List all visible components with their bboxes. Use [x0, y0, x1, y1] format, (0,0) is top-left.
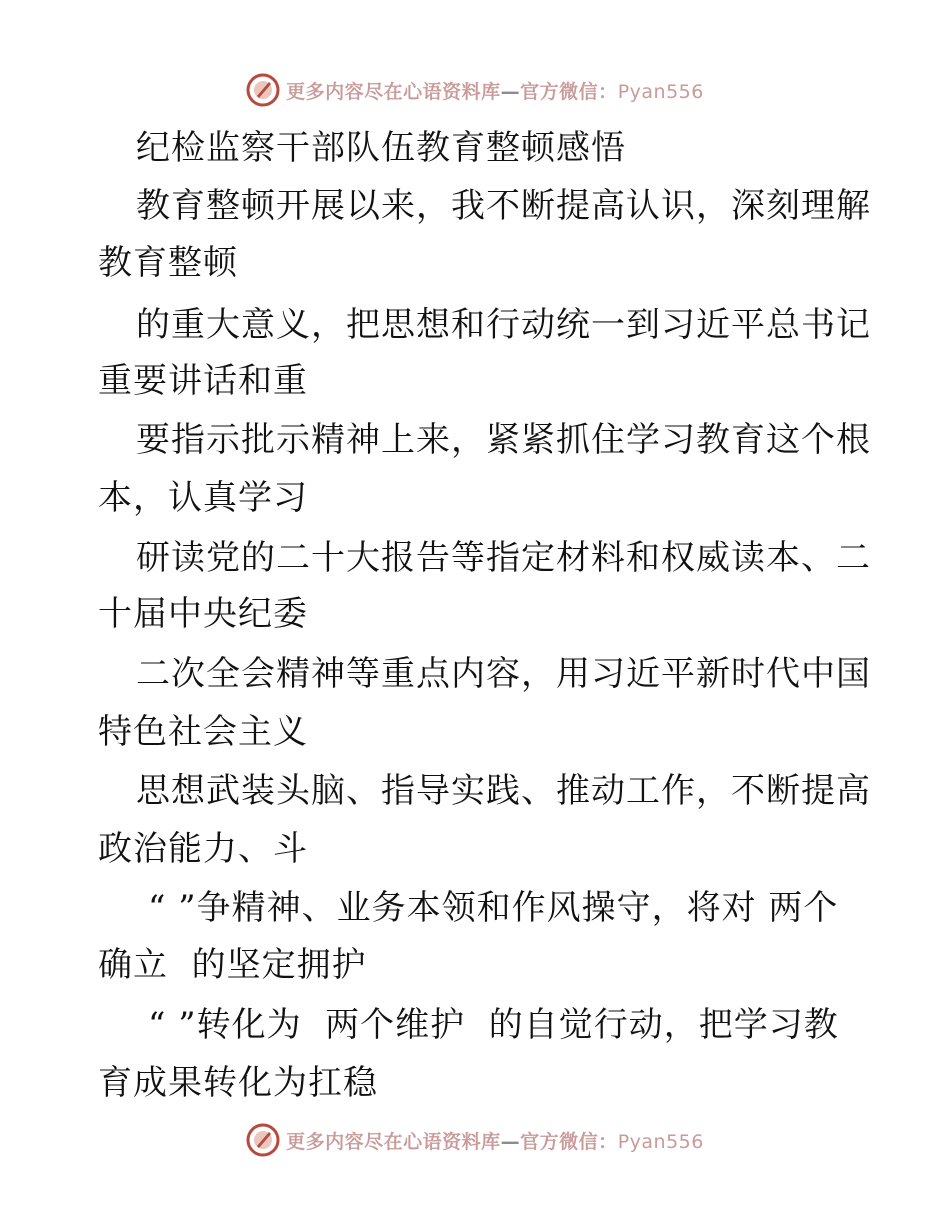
watermark-main-text: 更多内容尽在心语资料库 — [286, 1130, 501, 1153]
paragraph-line: 本，认真学习 — [98, 478, 308, 518]
watermark-official-label: 官方微信： — [520, 1130, 618, 1153]
watermark-main-text: 更多内容尽在心语资料库 — [286, 80, 501, 103]
paragraph-line: 思想武装头脑、指导实践、推动工作，不断提高 — [136, 771, 871, 811]
brand-logo-icon — [246, 73, 280, 107]
paragraph-line: 教育整顿 — [98, 243, 238, 283]
brand-logo-icon — [246, 1123, 280, 1157]
paragraph-line: 十届中央纪委 — [98, 594, 308, 634]
header-watermark — [0, 70, 950, 110]
paragraph-line: “ ”争精神、业务本领和作风操守，将对 两个 — [148, 888, 839, 928]
watermark-text — [286, 77, 704, 104]
paragraph-line: 育成果转化为扛稳 — [98, 1063, 378, 1103]
paragraph-line: 教育整顿开展以来，我不断提高认识，深刻理解 — [136, 186, 871, 226]
paragraph-line: 重要讲话和重 — [98, 361, 308, 401]
paragraph-line: 二次全会精神等重点内容，用习近平新时代中国 — [136, 654, 871, 694]
watermark-wechat-id: Pyan556 — [617, 1130, 704, 1153]
paragraph-line: 确立 的坚定拥护 — [98, 945, 367, 985]
paragraph-line: 特色社会主义 — [98, 712, 308, 752]
footer-watermark — [0, 1120, 950, 1160]
paragraph-line: 的重大意义，把思想和行动统一到习近平总书记 — [136, 305, 871, 345]
paragraph-line: 研读党的二十大报告等指定材料和权威读本、二 — [136, 538, 871, 578]
watermark-wechat-id: Pyan556 — [617, 80, 704, 103]
watermark-separator: — — [500, 80, 521, 103]
paragraph-line: “ ”转化为 两个维护 的自觉行动，把学习教 — [148, 1005, 839, 1045]
document-title: 纪检监察干部队伍教育整顿感悟 — [136, 128, 626, 168]
paragraph-line: 政治能力、斗 — [98, 829, 308, 869]
watermark-text — [286, 1127, 704, 1154]
paragraph-line: 要指示批示精神上来，紧紧抓住学习教育这个根 — [136, 420, 871, 460]
watermark-official-label: 官方微信： — [520, 80, 618, 103]
watermark-separator: — — [500, 1130, 521, 1153]
